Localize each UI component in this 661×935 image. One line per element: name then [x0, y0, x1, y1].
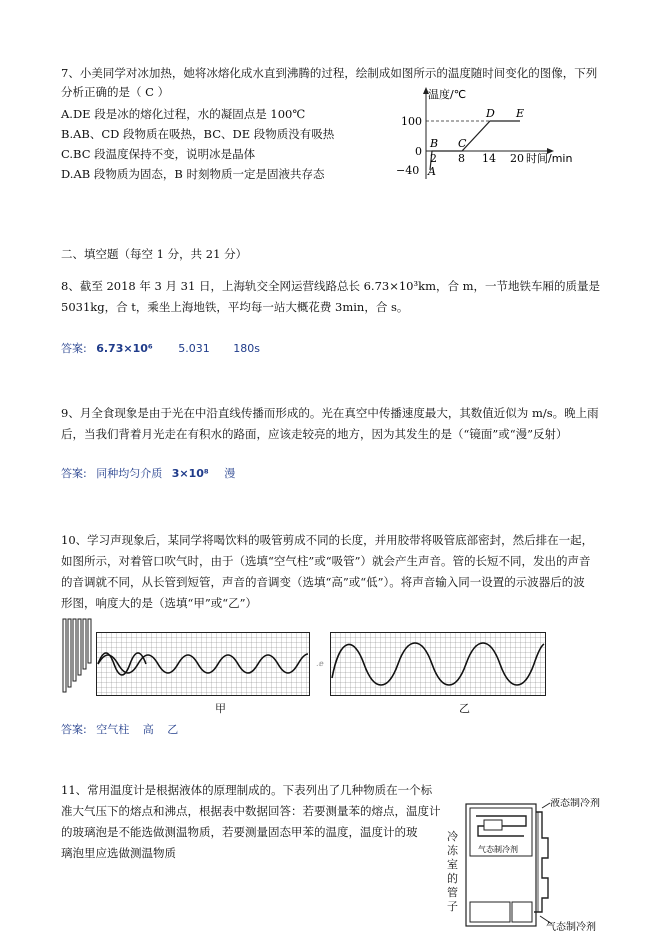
temperature-time-graph: [368, 84, 608, 184]
q7-stem-line1: 7、小美同学对冰加热，她将冰熔化成水直到沸腾的过程，绘制成如图所示的温度随时间变化的图像，下列: [61, 66, 598, 80]
answer-label: 答案:: [61, 723, 87, 736]
q10-answer-3: 乙: [167, 723, 179, 736]
q8-answer-3: 180s: [233, 342, 260, 355]
oscilloscope-jia: [96, 632, 310, 696]
q9-answer-2: 3×10⁸: [171, 467, 209, 480]
answer-label: 答案:: [61, 467, 87, 480]
q10-answer: [61, 721, 178, 737]
graph-tick-neg40: −40: [396, 164, 420, 177]
refrigerant-gas-label: 气态制冷剂: [546, 922, 596, 932]
q10-answer-1: 空气柱: [96, 723, 130, 736]
q7-option-d: D.AB 段物质为固态，B 时刻物质一定是固液共存态: [61, 167, 325, 181]
q8-answer-1: 6.73×10⁶: [96, 342, 153, 355]
refrigerant-inner-label: 气态制冷剂: [478, 845, 518, 854]
separator-mark: .ⅇ: [316, 659, 324, 668]
q10-line2: 如图所示，对着管口吹气时，由于（选填“空气柱”或“吸管”）就会产生声音。管的长短不同，发出的声音: [61, 554, 591, 568]
q9-answer-3: 漫: [224, 467, 236, 480]
refrigerant-liquid-label: 液态制冷剂: [550, 798, 600, 809]
q9-line1: 9、月全食现象是由于光在中沿直线传播而形成的。光在真空中传播速度最大，其数值近似为 m/s。晚上雨: [61, 406, 599, 420]
graph-point-d: D: [486, 107, 495, 120]
q8-line2: 5031kg，合 t，乘坐上海地铁，平均每一站大概花费 3min，合 s。: [61, 300, 409, 314]
q7-option-a: A.DE 段是冰的熔化过程，水的凝固点是 100℃: [61, 107, 306, 121]
q8-line1: 8、截至 2018 年 3 月 31 日，上海轨交全网运营线路总长 6.73×10³km，合 m，一节地铁车厢的质量是: [61, 279, 601, 293]
q10-answer-2: 高: [142, 723, 154, 736]
q9-answer-1: 同种均匀介质: [96, 467, 163, 480]
q11-line4: 璃泡里应选做测温物质: [61, 846, 176, 860]
q8-answer-2: 5.031: [178, 342, 210, 355]
figure-label-yi: 乙: [459, 702, 470, 715]
q9-answer: [61, 465, 235, 481]
graph-curve: [430, 121, 520, 170]
q10-line3: 的音调就不同，从长管到短管，声音的音调变（选填“高”或“低”）。将声音输入同一设置的示波器后的波: [61, 575, 585, 589]
straws-figure: [62, 618, 94, 694]
section-heading: 二、填空题（每空 1 分，共 21 分）: [61, 247, 248, 261]
q11-line2: 准大气压下的熔点和沸点，根据表中数据回答：若要测量苯的熔点，温度计: [61, 804, 441, 818]
graph-point-e: E: [516, 107, 525, 120]
graph-tick-2: 2: [430, 152, 437, 165]
answer-label: 答案:: [61, 342, 87, 355]
graph-x-label: 时间/min: [526, 152, 573, 165]
figure-label-jia: 甲: [215, 702, 226, 715]
q10-line4: 形图，响度大的是（选填“甲”或“乙”）: [61, 596, 258, 610]
graph-tick-0: 0: [415, 145, 422, 158]
graph-tick-20: 20: [510, 152, 524, 165]
q9-line2: 后，当我们背着月光走在有积水的路面，应该走较亮的地方，因为其发生的是（“镜面”或“漫”反射）: [61, 427, 568, 441]
graph-y-label: 温度/℃: [428, 88, 467, 101]
q11-line3: 的玻璃泡是不能选做测温物质，若要测量固态甲苯的温度，温度计的玻: [61, 825, 418, 839]
refrigerator-figure: [438, 798, 608, 932]
q7-option-b: B.AB、CD 段物质在吸热，BC、DE 段物质没有吸热: [61, 127, 335, 141]
oscilloscope-yi: [330, 632, 546, 696]
graph-tick-8: 8: [458, 152, 465, 165]
graph-tick-14: 14: [482, 152, 496, 165]
q11-line1: 11、常用温度计是根据液体的原理制成的。下表列出了几种物质在一个标: [61, 783, 433, 797]
freezer-pipe-label: 冷冻室的管子: [447, 830, 458, 913]
graph-tick-100: 100: [401, 115, 422, 128]
q8-answer: [61, 340, 260, 356]
graph-point-b: B: [430, 137, 439, 150]
graph-point-a: A: [428, 165, 436, 178]
q7-option-c: C.BC 段温度保持不变，说明冰是晶体: [61, 147, 256, 161]
graph-point-c: C: [458, 137, 467, 150]
q10-line1: 10、学习声现象后，某同学将喝饮料的吸管剪成不同的长度，并用胶带将吸管底部密封，然后排在一起，: [61, 533, 594, 547]
q7-stem-line2: 分析正确的是（ C ）: [61, 85, 170, 99]
